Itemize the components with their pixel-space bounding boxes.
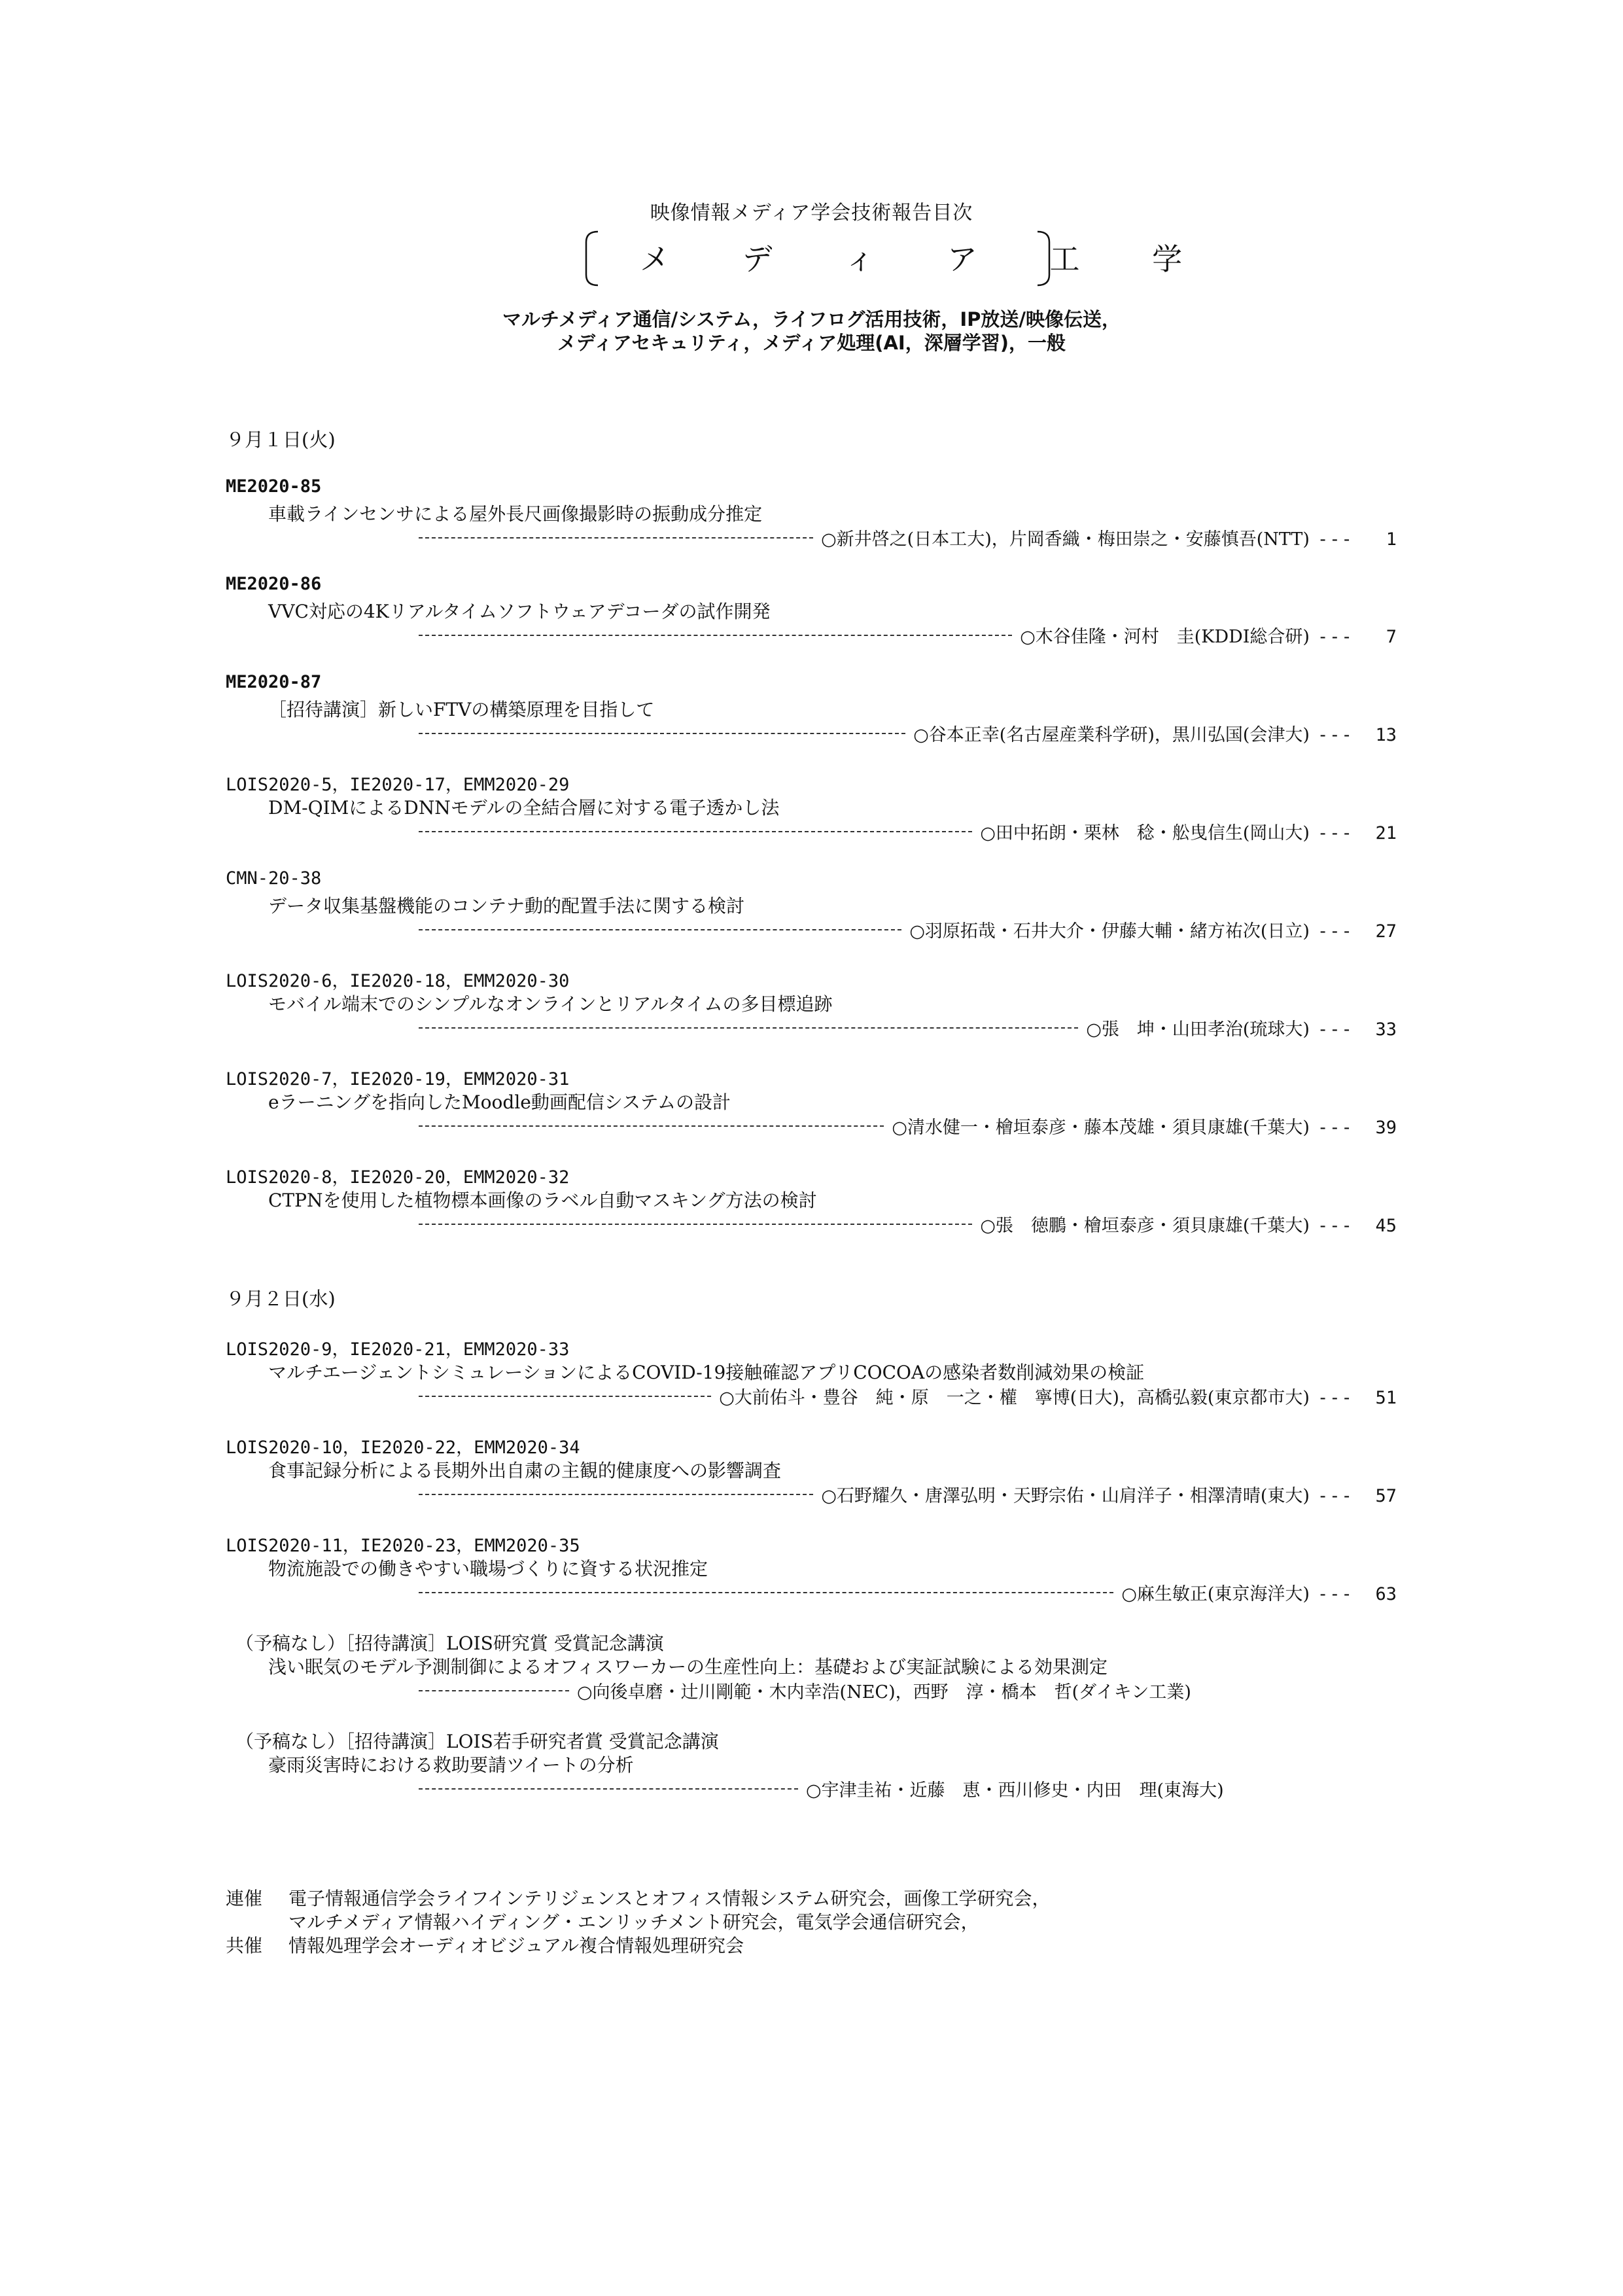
footer-kyosai-label: 共催 (226, 1935, 263, 1956)
toc-entry (0, 770, 1623, 881)
entry-authors: ○向後卓磨・辻川剛範・木内幸浩(NEC)，西野 淳・橋本 哲(ダイキン工業) (577, 1682, 1191, 1703)
entry-authors: ○大前佑斗・豊谷 純・原 一之・權 寧博(日大)，高橋弘毅(東京都市大) (719, 1388, 1310, 1408)
entry-authors: ○新井啓之(日本工大)，片岡香織・梅田崇之・安藤慎吾(NTT) (821, 529, 1310, 550)
entry-authors: ○宇津圭祐・近藤 恵・西川修史・内田 理(東海大) (806, 1780, 1224, 1801)
entry-page-tail: --- 45 (1317, 1216, 1397, 1236)
day-heading-sep1: ９月１日(火) (226, 429, 336, 451)
entry-authors: ○羽原拓哉・石井大介・伊藤大輔・緒方祐次(日立) (909, 921, 1310, 942)
entry-page: 33 (1375, 1019, 1397, 1040)
entry-code: （予稿なし）［招待講演］LOIS若手研究者賞 受賞記念講演 (236, 1731, 719, 1752)
toc-entry (0, 1065, 1623, 1176)
entry-code: LOIS2020-10，IE2020-22，EMM2020-34 (226, 1438, 580, 1458)
entry-author-line (419, 1481, 1397, 1505)
subtitle-line-1: マルチメディア通信/システム，ライフログ活用技術，IP放送/映像伝送， (502, 308, 1121, 330)
entry-authors: ○麻生敏正(東京海洋大) (1121, 1584, 1310, 1604)
entry-author-line (419, 1776, 1397, 1799)
toc-entry (0, 672, 1623, 783)
entry-authors: ○張 坤・山田孝治(琉球大) (1086, 1019, 1310, 1040)
entry-page-tail: --- 13 (1317, 725, 1397, 745)
entry-title: 車載ラインセンサによる屋外長尺画像撮影時の振動成分推定 (268, 503, 763, 525)
entry-page-tail: --- 1 (1317, 529, 1397, 550)
entry-page: 21 (1375, 823, 1397, 843)
leader-dashes (419, 1224, 972, 1225)
leader-dashes (419, 831, 972, 832)
entry-authors: ○清水健一・檜垣泰彦・藤本茂雄・須貝康雄(千葉大) (892, 1118, 1310, 1138)
entry-author-line (419, 917, 1397, 940)
entry-authors: ○田中拓朗・栗林 稔・舩曳信生(岡山大) (980, 823, 1310, 843)
toc-entry (0, 1727, 1623, 1839)
footer-kyosai-line: 情報処理学会オーディオビジュアル複合情報処理研究会 (288, 1935, 744, 1956)
footer-renkai-label: 連催 (226, 1888, 263, 1909)
leader-dashes (419, 1027, 1078, 1029)
entry-author-line (419, 1113, 1397, 1137)
entry-code: LOIS2020-9，IE2020-21，EMM2020-33 (226, 1339, 570, 1360)
entry-authors: ○張 徳鵬・檜垣泰彦・須貝康雄(千葉大) (980, 1216, 1310, 1236)
entry-title: VVC対応の4Kリアルタイムソフトウェアデコーダの試作開発 (268, 601, 771, 622)
entry-code: ME2020-86 (226, 574, 322, 594)
entry-author-line (419, 525, 1397, 548)
entry-author-line (419, 720, 1397, 744)
entry-page-tail: --- 63 (1317, 1584, 1397, 1604)
entry-page-tail: --- 7 (1317, 627, 1397, 647)
left-brace-icon (582, 230, 599, 287)
entry-title: 豪雨災害時における救助要請ツイートの分析 (268, 1754, 634, 1776)
footer-renkai-line1: 電子情報通信学会ライフインテリジェンスとオフィス情報システム研究会，画像工学研究会， (288, 1888, 1051, 1909)
entry-author-line (419, 1015, 1397, 1038)
leader-dashes (419, 1125, 884, 1127)
toc-entry (0, 574, 1623, 685)
leader-dashes (419, 1690, 569, 1691)
toc-entry (0, 868, 1623, 980)
leader-dashes (419, 1592, 1113, 1593)
entry-title: DM-QIMによるDNNモデルの全結合層に対する電子透かし法 (268, 797, 780, 819)
entry-page: 1 (1386, 529, 1397, 550)
right-brace-icon (1036, 230, 1053, 287)
footer-kyosai (226, 1932, 744, 1958)
entry-page-tail: --- 57 (1317, 1486, 1397, 1506)
entry-author-line (419, 819, 1397, 842)
entry-author-line (419, 1383, 1397, 1407)
leader-dashes (419, 929, 901, 930)
entry-code: ME2020-85 (226, 476, 322, 497)
toc-entry (0, 476, 1623, 588)
entry-page-tail: --- 33 (1317, 1019, 1397, 1040)
entry-author-line (419, 1678, 1397, 1701)
entry-title: 食事記録分析による長期外出自粛の主観的健康度への影響調査 (268, 1460, 782, 1481)
leader-dashes (419, 1494, 813, 1495)
entry-page-tail: --- 21 (1317, 823, 1397, 843)
leader-dashes (419, 1788, 798, 1790)
leader-dashes (419, 733, 905, 734)
entry-code: CMN-20-38 (226, 868, 322, 889)
entry-title: モバイル端末でのシンプルなオンラインとリアルタイムの多目標追跡 (268, 993, 833, 1015)
entry-page: 13 (1375, 725, 1397, 745)
footer-renkai-cont: マルチメディア情報ハイディング・エンリッチメント研究会，電気学会通信研究会， (288, 1911, 979, 1933)
main-title-block (582, 230, 1214, 289)
entry-authors: ○石野耀久・唐澤弘明・天野宗佑・山肩洋子・相澤清晴(東大) (821, 1486, 1310, 1506)
entry-code: LOIS2020-6，IE2020-18，EMM2020-30 (226, 971, 570, 991)
toc-entry (0, 1335, 1623, 1446)
entry-page: 27 (1375, 921, 1397, 942)
leader-dashes (419, 537, 813, 539)
toc-entry (0, 1433, 1623, 1544)
entry-title: 浅い眠気のモデル予測制御によるオフィスワーカーの生産性向上：基礎および実証試験による効果測定 (268, 1656, 1108, 1678)
toc-entry (0, 1629, 1623, 1740)
entry-code: LOIS2020-5，IE2020-17，EMM2020-29 (226, 775, 570, 795)
entry-title: 物流施設での働きやすい職場づくりに資する状況推定 (268, 1558, 708, 1580)
entry-title: マルチエージェントシミュレーションによるCOVID-19接触確認アプリCOCOAの感染者数削減効果の検証 (268, 1362, 1145, 1383)
entry-author-line (419, 1211, 1397, 1235)
leader-dashes (419, 635, 1012, 636)
toc-entry (0, 1163, 1623, 1274)
entry-author-line (419, 622, 1397, 646)
entry-page-tail: --- 27 (1317, 921, 1397, 942)
entry-code: LOIS2020-11，IE2020-23，EMM2020-35 (226, 1536, 580, 1556)
society-toc-heading: 映像情報メディア学会技術報告目次 (650, 202, 973, 224)
toc-entry (0, 1531, 1623, 1642)
entry-title: データ収集基盤機能のコンテナ動的配置手法に関する検討 (268, 895, 745, 917)
entry-page: 39 (1375, 1118, 1397, 1138)
entry-code: LOIS2020-7，IE2020-19，EMM2020-31 (226, 1069, 570, 1089)
entry-author-line (419, 1580, 1397, 1603)
entry-title: CTPNを使用した植物標本画像のラベル自動マスキング方法の検討 (268, 1190, 817, 1211)
footer-renkai (226, 1884, 1051, 1911)
entry-page: 7 (1386, 627, 1397, 647)
entry-code: ME2020-87 (226, 672, 322, 692)
subtitle-line-2: メディアセキュリティ，メディア処理(AI，深層学習)，一般 (557, 332, 1066, 354)
day-heading-sep2: ９月２日(水) (226, 1288, 336, 1310)
entry-authors: ○木谷佳隆・河村 圭(KDDI総合研) (1020, 627, 1310, 647)
toc-entry (0, 966, 1623, 1078)
entry-page: 45 (1375, 1216, 1397, 1236)
entry-code: LOIS2020-8，IE2020-20，EMM2020-32 (226, 1167, 570, 1188)
entry-page: 63 (1375, 1584, 1397, 1604)
leader-dashes (419, 1396, 711, 1397)
entry-page-tail: --- 51 (1317, 1388, 1397, 1408)
entry-title: ［招待講演］新しいFTVの構築原理を目指して (268, 699, 655, 720)
entry-authors: ○谷本正幸(名古屋産業科学研)，黒川弘国(会津大) (913, 725, 1310, 745)
entry-page: 57 (1375, 1486, 1397, 1506)
entry-title: eラーニングを指向したMoodle動画配信システムの設計 (268, 1091, 731, 1113)
main-title: メ デ ィ ア 工 学 (640, 241, 1214, 277)
entry-page: 51 (1375, 1388, 1397, 1408)
entry-code: （予稿なし）［招待講演］LOIS研究賞 受賞記念講演 (236, 1633, 664, 1654)
entry-page-tail: --- 39 (1317, 1118, 1397, 1138)
